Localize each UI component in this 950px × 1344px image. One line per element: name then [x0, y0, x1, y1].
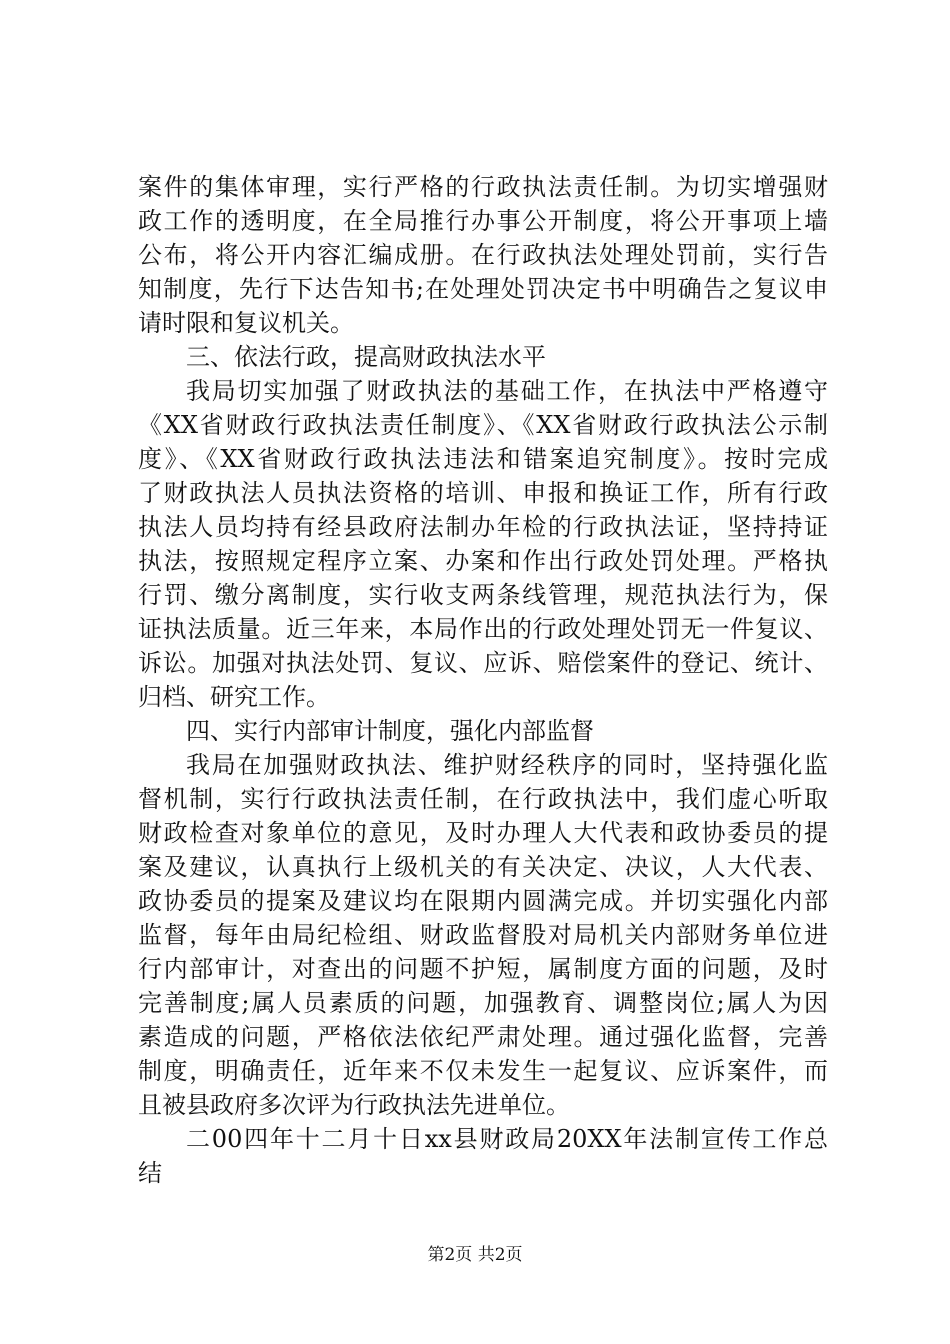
- text-line: 行内部审计，对查出的问题不护短，属制度方面的问题，及时: [138, 955, 828, 983]
- text-line: 结: [138, 1159, 162, 1187]
- text-line: 财政检查对象单位的意见，及时办理人大代表和政协委员的提: [138, 819, 828, 847]
- text-line: 执法人员均持有经县政府法制办年检的行政执法证，坚持持证: [138, 513, 828, 541]
- text-line: 制度，明确责任，近年来不仅未发生一起复议、应诉案件，而: [138, 1057, 828, 1085]
- text-line: 证执法质量。近三年来，本局作出的行政处理处罚无一件复议、: [138, 615, 828, 643]
- text-line: 归档、研究工作。: [138, 683, 330, 711]
- text-line: 了财政执法人员执法资格的培训、申报和换证工作，所有行政: [138, 479, 828, 507]
- text-line: 行罚、缴分离制度，实行收支两条线管理，规范执法行为，保: [138, 581, 828, 609]
- page-footer: 第2页 共2页: [427, 1245, 523, 1265]
- text-line: 我局切实加强了财政执法的基础工作，在执法中严格遵守: [186, 377, 828, 405]
- text-line: 执法，按照规定程序立案、办案和作出行政处罚处理。严格执: [138, 547, 828, 575]
- text-line: 素造成的问题，严格依法依纪严肃处理。通过强化监督，完善: [138, 1023, 828, 1051]
- text-line: 公布，将公开内容汇编成册。在行政执法处理处罚前，实行告: [138, 241, 828, 269]
- text-line: 诉讼。加强对执法处罚、复议、应诉、赔偿案件的登记、统计、: [138, 649, 828, 677]
- text-line: 度》、《XX省财政行政执法违法和错案追究制度》。按时完成: [138, 445, 828, 473]
- text-line: 二00四年十二月十日xx县财政局20XX年法制宣传工作总: [186, 1125, 828, 1153]
- text-line: 完善制度;属人员素质的问题，加强教育、调整岗位;属人为因: [138, 989, 828, 1017]
- text-line: 督机制，实行行政执法责任制，在行政执法中，我们虚心听取: [138, 785, 828, 813]
- text-line: 《XX省财政行政执法责任制度》、《XX省财政行政执法公示制: [138, 411, 828, 439]
- text-line: 案件的集体审理，实行严格的行政执法责任制。为切实增强财: [138, 173, 828, 201]
- text-line: 知制度，先行下达告知书;在处理处罚决定书中明确告之复议申: [138, 275, 828, 303]
- text-line: 请时限和复议机关。: [138, 309, 354, 337]
- text-line: 且被县政府多次评为行政执法先进单位。: [138, 1091, 570, 1119]
- text-line: 政协委员的提案及建议均在限期内圆满完成。并切实强化内部: [138, 887, 828, 915]
- text-line: 案及建议，认真执行上级机关的有关决定、决议，人大代表、: [138, 853, 828, 881]
- text-line: 三、依法行政，提高财政执法水平: [186, 343, 546, 371]
- text-line: 政工作的透明度，在全局推行办事公开制度，将公开事项上墙: [138, 207, 828, 235]
- text-line: 四、实行内部审计制度，强化内部监督: [186, 717, 594, 745]
- document-body: [138, 170, 828, 1190]
- text-line: 我局在加强财政执法、维护财经秩序的同时，坚持强化监: [186, 751, 828, 779]
- text-line: 监督，每年由局纪检组、财政监督股对局机关内部财务单位进: [138, 921, 828, 949]
